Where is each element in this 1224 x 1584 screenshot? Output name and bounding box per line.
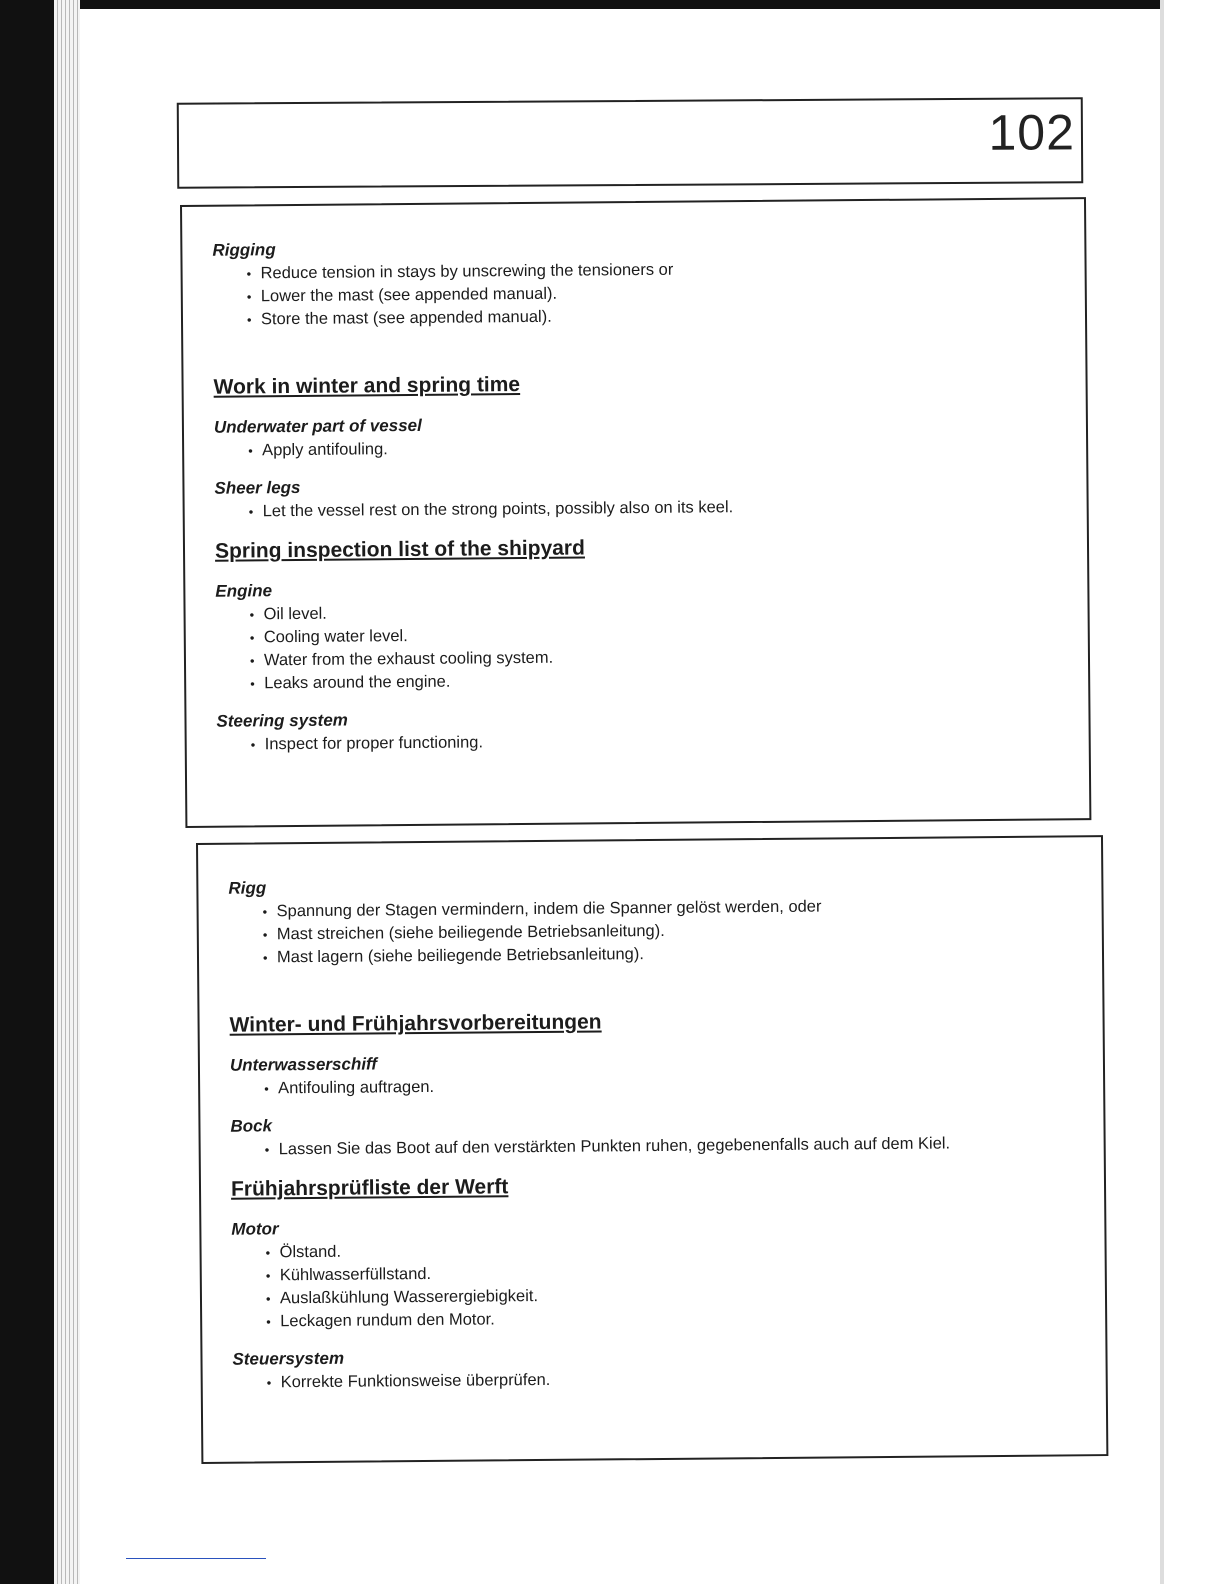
page-stack-edges [54, 0, 80, 1584]
list-item: • Cooling water level. [250, 619, 1068, 649]
english-section [180, 197, 1091, 828]
list-item: • Let the vessel rest on the strong points, possibly also on its keel. [249, 493, 1067, 523]
list-item: • Apply antifouling. [248, 432, 1066, 462]
list-item: • Leckagen rundum den Motor. [266, 1303, 1085, 1333]
engine-title: Engine [215, 581, 273, 601]
list-item: • Lassen Sie das Boot auf den verstärkten Punkten ruhen, gegebenenfalls auch auf dem Kiel. [265, 1131, 1084, 1161]
german-section [196, 835, 1108, 1464]
list-item: • Mast lagern (siehe beiliegende Betriebsanleitung). [263, 939, 1082, 969]
underwater-title: Underwater part of vessel [213, 415, 422, 437]
bock-title: Bock [230, 1116, 273, 1136]
rigging-title: Rigging [212, 240, 276, 260]
list-item: • Oil level. [249, 596, 1067, 626]
list-item: • Reduce tension in stays by unscrewing the tensioners or [247, 255, 1065, 285]
list-item: • Antifouling auftragen. [264, 1070, 1083, 1100]
list-item: • Water from the exhaust cooling system. [250, 642, 1068, 672]
scan-border-top [0, 0, 1224, 9]
list-item: • Lower the mast (see appended manual). [247, 278, 1065, 308]
list-item: • Mast streichen (siehe beiliegende Betriebsanleitung). [263, 916, 1082, 946]
list-item: • Korrekte Funktionsweise überprüfen. [267, 1364, 1086, 1394]
list-item: • Spannung der Stagen vermindern, indem die Spanner gelöst werden, oder [263, 893, 1082, 923]
winter-heading: Work in winter and spring time [213, 373, 521, 399]
engine-list [215, 596, 1068, 695]
list-item: • Auslaßkühlung Wasserergiebigkeit. [266, 1280, 1085, 1310]
scan-border-left [0, 0, 54, 1584]
sheer-legs-title: Sheer legs [214, 477, 301, 498]
list-item: • Ölstand. [265, 1234, 1084, 1264]
list-item: • Leaks around the engine. [250, 665, 1068, 695]
unterwasserschiff-title: Unterwasserschiff [229, 1054, 378, 1075]
winter-heading-de: Winter- und Frühjahrsvorbereitungen [229, 1010, 602, 1037]
steuersystem-list [233, 1364, 1086, 1394]
motor-list [231, 1234, 1085, 1333]
steuersystem-title: Steuersystem [232, 1348, 345, 1369]
spring-heading: Spring inspection list of the shipyard [214, 536, 585, 563]
footer-rule [126, 1558, 266, 1559]
spring-heading-de: Frühjahrsprüfliste der Werft [230, 1175, 509, 1201]
header-box [177, 97, 1084, 189]
motor-title: Motor [231, 1219, 279, 1239]
list-item: • Inspect for proper functioning. [251, 726, 1069, 756]
rigg-title: Rigg [228, 878, 267, 898]
rigg-list [229, 893, 1083, 969]
list-item: • Store the mast (see appended manual). [247, 301, 1065, 331]
steering-list [217, 726, 1069, 756]
rigging-list [213, 255, 1066, 331]
page-number: 102 [988, 104, 1076, 161]
scan-border-right [1160, 0, 1164, 1584]
list-item: • Kühlwasserfüllstand. [266, 1257, 1085, 1287]
steering-title: Steering system [216, 710, 348, 731]
